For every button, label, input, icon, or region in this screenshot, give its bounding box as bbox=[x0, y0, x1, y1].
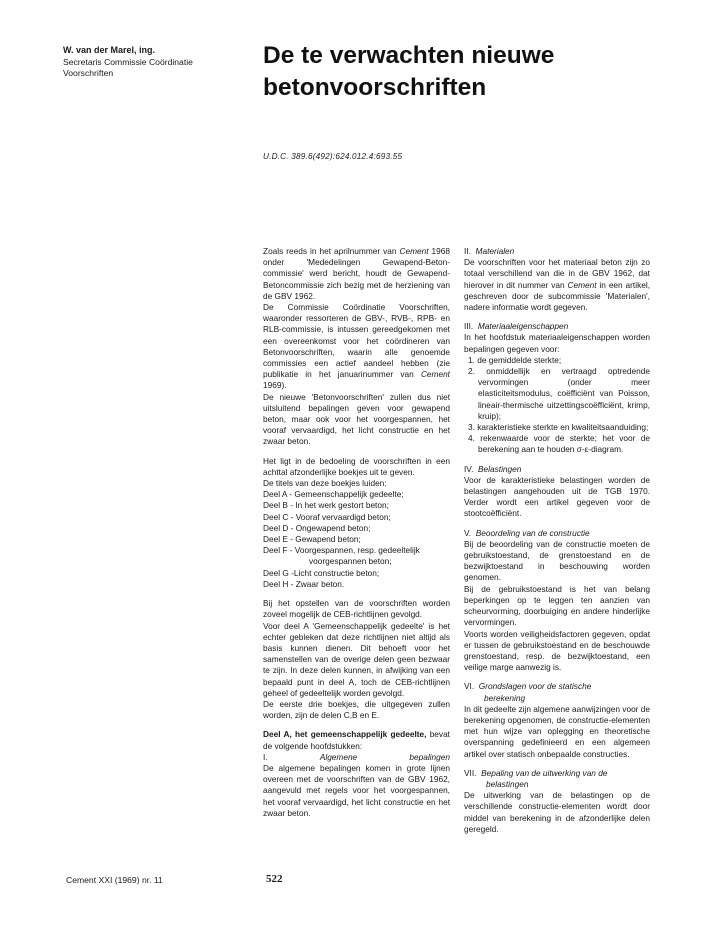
chapter-heading-4: IV. Belastingen bbox=[464, 463, 522, 474]
deel-a-paragraph: Deel A, het gemeenschappelijk gedeelte, bevat de volgende hoofdstukken: bbox=[263, 729, 450, 751]
chapter-heading-7-line2: belastingen bbox=[486, 778, 529, 789]
chapter-6-text: In dit gedeelte zijn algemene aanwijzingen voor de berekening opgenomen, de constructie-elementen met hun wijze van oplegging en theoretische overspanning gedefinieerd en een algemeen artikel over statisch onbepaalde constructies. bbox=[464, 703, 650, 759]
list-item: 4. rekenwaarde voor de sterkte; het voor de berekening aan te houden σ-ε-diagram. bbox=[468, 433, 650, 455]
list-item: Deel D - Ongewapend beton; bbox=[263, 522, 371, 533]
list-item: Deel B - In het werk gestort beton; bbox=[263, 500, 389, 511]
boekjes-titles-intro: De titels van deze boekjes luiden: bbox=[263, 478, 387, 489]
text-column-left bbox=[263, 246, 450, 819]
chapter-3-text: In het hoofdstuk materiaaleigenschappen worden bepalingen gegeven voor: bbox=[464, 332, 650, 354]
boekjes-paragraph: Het ligt in de bedoeling de voorschriften in een achttal afzonderlijke boekjes uit te geven. bbox=[263, 455, 450, 477]
udc-code: U.D.C. 389.6(492):624.012.4:693.55 bbox=[263, 152, 403, 161]
author-role-line2: Voorschriften bbox=[63, 68, 114, 78]
ceb-paragraph-2: Voor deel A 'Gemeenschappelijk gedeelte' is het echter gebleken dat deze richtlijnen niet altijd als basis kunnen dienen. Dit behoeft voor het samenstellen van de overige delen geen bezwaar te zijn. In deze delen kunnen, in afwijking van een bepaald punt in deel A, toch de CEB-richtlijnen geheel of gedeeltelijk worden gevolgd. bbox=[263, 620, 450, 698]
intro-paragraph-1: Zoals reeds in het aprilnummer van Cement 1968 onder 'Mededelingen Gewapend-Beton-commissie' werd bericht, houdt de Gewapend-Betoncommissie zich bezig met de herziening van de GBV 1962. bbox=[263, 246, 450, 301]
chapter-heading-7: VII. Bepaling van de uitwerking van de bbox=[464, 767, 608, 778]
chapter-heading-2: II. Materialen bbox=[464, 246, 515, 256]
page-number: 522 bbox=[266, 873, 283, 885]
journal-footer: Cement XXI (1969) nr. 11 bbox=[66, 875, 163, 885]
author-name: W. van der Marel, ing. bbox=[63, 45, 156, 55]
list-item: 1. de gemiddelde sterkte; bbox=[468, 354, 562, 365]
chapter-1-text: De algemene bepalingen komen in grote lijnen overeen met de voorschriften van de GBV 1962, aangevuld met regels voor het voorgespannen, het vooraf vervaardigd, het licht constructie en het zwaar beton. bbox=[263, 762, 450, 818]
chapter-5-text-1: Bij de beoordeling van de constructie moeten de gebruikstoestand, de grenstoestand en de bezwijktoestand in beschouwing worden genomen. bbox=[464, 538, 650, 583]
list-item: Deel A - Gemeenschappelijk gedeelte; bbox=[263, 489, 404, 500]
list-item: 2. onmiddellijk en vertraagd optredende vervormingen (onder meer elasticiteitsmodulus, coëfficiënt van Poisson, lineair-thermische uitzettingscoëfficiënt, krimp, kruip); bbox=[468, 366, 650, 421]
list-item: Deel H - Zwaar beton. bbox=[263, 578, 345, 589]
chapter-heading-6: VI. Grondslagen voor de statische bbox=[464, 681, 592, 692]
chapter-heading-3: III. Materiaaleigenschappen bbox=[464, 321, 569, 332]
author-role-line1: Secretaris Commissie Coördinatie bbox=[63, 56, 193, 67]
list-item-continuation: voorgespannen beton; bbox=[309, 556, 392, 567]
list-item: 3. karakteristieke sterkte en kwaliteitsaanduiding; bbox=[468, 422, 649, 433]
text-column-right bbox=[464, 246, 650, 835]
list-item: Deel G -Licht constructie beton; bbox=[263, 567, 380, 578]
chapter-heading-1: I. Algemene bepalingen bbox=[263, 751, 450, 762]
title-line2: betonvoorschriften bbox=[263, 74, 487, 101]
chapter-heading-5: V. Beoordeling van de constructie bbox=[464, 527, 590, 538]
author-block bbox=[63, 45, 248, 80]
chapter-5-text-2: Bij de gebruikstoestand is het van belang beperkingen op te leggen ten aanzien van scheurvorming, doorbuiging en andere hinderlijke vervormingen. bbox=[464, 583, 650, 628]
list-item: Deel F - Voorgespannen, resp. gedeeltelijk bbox=[263, 545, 420, 556]
article-title bbox=[263, 40, 663, 104]
chapter-heading-6-line2: berekening bbox=[484, 692, 526, 703]
title-line1: De te verwachten nieuwe bbox=[263, 42, 555, 69]
intro-paragraph-3: De nieuwe 'Betonvoorschriften' zullen dus niet uitsluitend bepalingen geven voor gewapend beton, maar ook voor het voorgespannen, het vooraf vervaardigd, het licht constructie en het zwaar beton. bbox=[263, 391, 450, 447]
intro-paragraph-2: De Commissie Coördinatie Voorschriften, waaronder ressorteren de GBV-, RVB-, RPB- en RLB-commissie, is intussen gereedgekomen met een overeenkomst voor het coördineren van Betonvoorschriften, waarin alle genoemde commissies een actief aandeel hebben (zie publikatie in het januarinummer van Cement 1969). bbox=[263, 302, 450, 391]
ceb-paragraph-3: De eerste drie boekjes, die uitgegeven zullen worden, zijn de delen C,B en E. bbox=[263, 698, 450, 721]
chapter-2-text: De voorschriften voor het materiaal beton zijn zo totaal verschillend van die in de GBV 1962, dat hierover in dit nummer van Cement in een artikel, geschreven door de subcommissie 'Materialen', nadere informatie wordt gegeven. bbox=[464, 257, 650, 313]
chapter-5-text-3: Voorts worden veiligheidsfactoren gegeven, opdat er tussen de gebruikstoestand en de beschouwde grenstoestand, resp. de bezwijktoestand, een veilige marge aanwezig is. bbox=[464, 628, 650, 673]
chapter-7-text: De uitwerking van de belastingen op de verschillende constructie-elementen wordt door middel van berekening in de afzonderlijke delen geregeld. bbox=[464, 790, 650, 834]
chapter-4-text: Voor de karakteristieke belastingen worden de belastingen aangehouden uit de TGB 1970. Verder wordt een artikel gegeven voor de stootcoëfficiënt. bbox=[464, 474, 650, 519]
ceb-paragraph-1: Bij het opstellen van de voorschriften worden zoveel mogelijk de CEB-richtlijnen gevolgd. bbox=[263, 598, 450, 620]
list-item: Deel E - Gewapend beton; bbox=[263, 534, 361, 545]
list-item: Deel C - Vooraf vervaardigd beton; bbox=[263, 511, 391, 522]
